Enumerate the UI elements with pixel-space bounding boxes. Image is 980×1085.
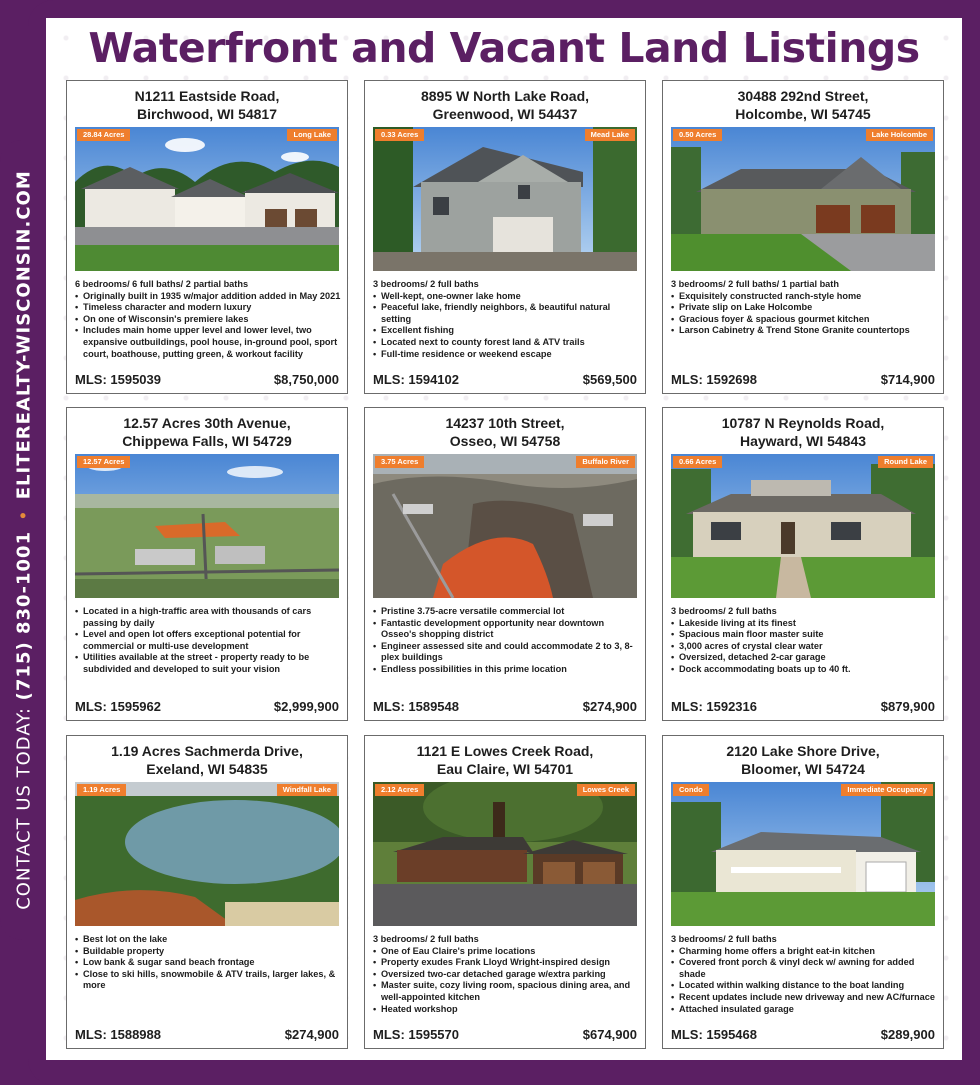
listing-address[interactable] — [663, 414, 943, 450]
feature-bullet: • Exquisitely constructed ranch-style home — [671, 291, 937, 303]
acreage-tag: 0.66 Acres — [673, 456, 722, 468]
address-street: 1121 E Lowes Creek Road, — [416, 743, 594, 759]
acreage-tag: 2.12 Acres — [375, 784, 424, 796]
bed-bath-summary: 3 bedrooms/ 2 full baths — [373, 279, 479, 289]
listing-address[interactable] — [365, 87, 645, 123]
feature-bullet: • Charming home offers a bright eat-in kitchen — [671, 946, 937, 958]
listing-photo[interactable] — [671, 127, 935, 271]
feature-bullet: • Peaceful lake, friendly neighbors, & beautiful natural setting — [373, 302, 639, 325]
mls-number: MLS: 1595468 — [671, 1027, 757, 1042]
listing-price: $879,900 — [880, 699, 935, 714]
listing-card[interactable] — [364, 735, 646, 1049]
address-city: Chippewa Falls, WI 54729 — [122, 433, 292, 449]
acreage-tag: 28.84 Acres — [77, 129, 130, 141]
listing-description — [75, 279, 341, 360]
separator-dot: • — [13, 509, 35, 521]
address-street: 30488 292nd Street, — [737, 88, 869, 104]
location-tag: Round Lake — [878, 456, 933, 468]
mls-number: MLS: 1592698 — [671, 372, 757, 387]
bed-bath-summary: 6 bedrooms/ 6 full baths/ 2 partial baths — [75, 279, 249, 289]
feature-bullet: • Spacious main floor master suite — [671, 629, 937, 641]
feature-bullet: • Pristine 3.75-acre versatile commercial lot — [373, 606, 639, 618]
feature-bullet: • Larson Cabinetry & Trend Stone Granite countertops — [671, 325, 937, 337]
listing-description — [373, 279, 639, 360]
feature-bullet: • 3,000 acres of crystal clear water — [671, 641, 937, 653]
website-link[interactable]: ELITEREALTY-WISCONSIN.COM — [13, 170, 35, 500]
listing-card[interactable] — [66, 407, 348, 721]
listing-price: $674,900 — [582, 1027, 637, 1042]
mls-number: MLS: 1595962 — [75, 699, 161, 714]
listing-description — [671, 934, 937, 1015]
listing-photo[interactable] — [373, 454, 637, 598]
feature-bullet: • Dock accommodating boats up to 40 ft. — [671, 664, 937, 676]
phone-number[interactable]: (715) 830-1001 — [13, 530, 35, 701]
listing-card[interactable] — [662, 407, 944, 721]
listing-photo[interactable] — [75, 454, 339, 598]
feature-bullet: • Property exudes Frank Lloyd Wright-inspired design — [373, 957, 639, 969]
listing-address[interactable] — [67, 87, 347, 123]
listing-card[interactable] — [662, 80, 944, 394]
feature-bullet: • Low bank & sugar sand beach frontage — [75, 957, 341, 969]
listing-price: $2,999,900 — [273, 699, 339, 714]
feature-list — [75, 606, 341, 676]
listing-card[interactable] — [66, 80, 348, 394]
feature-bullet: • Oversized, detached 2-car garage — [671, 652, 937, 664]
mls-number: MLS: 1595570 — [373, 1027, 459, 1042]
feature-bullet: • Level and open lot offers exceptional potential for commercial or multi-use development — [75, 629, 341, 652]
listing-photo[interactable] — [671, 454, 935, 598]
mls-number: MLS: 1594102 — [373, 372, 459, 387]
feature-bullet: • Includes main home upper level and lower level, two expansive outbuildings, pool house, in-ground pool, sport court, boathouse, putting green, & workout facility — [75, 325, 341, 360]
address-city: Birchwood, WI 54817 — [136, 106, 278, 122]
acreage-tag: 0.33 Acres — [375, 129, 424, 141]
feature-bullet: • Excellent fishing — [373, 325, 639, 337]
listing-card[interactable] — [66, 735, 348, 1049]
location-tag: Mead Lake — [585, 129, 635, 141]
location-tag: Long Lake — [287, 129, 337, 141]
contact-sidebar — [14, 170, 35, 910]
bed-bath-summary: 3 bedrooms/ 2 full baths — [671, 934, 777, 944]
location-tag: Lowes Creek — [577, 784, 635, 796]
address-city: Eau Claire, WI 54701 — [436, 761, 574, 777]
acreage-tag: 1.19 Acres — [77, 784, 126, 796]
feature-bullet: • Private slip on Lake Holcombe — [671, 302, 937, 314]
listing-description — [671, 606, 937, 676]
listing-address[interactable] — [67, 742, 347, 778]
feature-list — [671, 618, 937, 676]
listing-description — [75, 934, 341, 992]
listing-photo[interactable] — [671, 782, 935, 926]
feature-list — [373, 606, 639, 676]
mls-number: MLS: 1595039 — [75, 372, 161, 387]
feature-bullet: • Buildable property — [75, 946, 341, 958]
listing-price: $289,900 — [880, 1027, 935, 1042]
feature-bullet: • Gracious foyer & spacious gourmet kitchen — [671, 314, 937, 326]
bed-bath-summary: 3 bedrooms/ 2 full baths — [373, 934, 479, 944]
address-street: 12.57 Acres 30th Avenue, — [123, 415, 291, 431]
listing-address[interactable] — [663, 742, 943, 778]
contact-label: CONTACT US TODAY: — [13, 707, 35, 910]
listing-address[interactable] — [365, 742, 645, 778]
listing-photo[interactable] — [373, 782, 637, 926]
feature-bullet: • Master suite, cozy living room, spacious dining area, and well-appointed kitchen — [373, 980, 639, 1003]
listing-photo[interactable] — [373, 127, 637, 271]
feature-list — [75, 291, 341, 361]
feature-bullet: • Located within walking distance to the boat landing — [671, 980, 937, 992]
feature-bullet: • Close to ski hills, snowmobile & ATV trails, larger lakes, & more — [75, 969, 341, 992]
listing-card[interactable] — [662, 735, 944, 1049]
listing-description — [373, 934, 639, 1015]
listing-photo[interactable] — [75, 782, 339, 926]
acreage-tag: 3.75 Acres — [375, 456, 424, 468]
feature-bullet: • Full-time residence or weekend escape — [373, 349, 639, 361]
address-city: Exeland, WI 54835 — [146, 761, 268, 777]
feature-list — [671, 946, 937, 1016]
page-title: Waterfront and Vacant Land Listings — [88, 24, 920, 72]
acreage-tag: 12.57 Acres — [77, 456, 130, 468]
location-tag: Buffalo River — [576, 456, 635, 468]
address-city: Hayward, WI 54843 — [739, 433, 867, 449]
mls-number: MLS: 1592316 — [671, 699, 757, 714]
listing-description — [373, 606, 639, 676]
feature-list — [671, 291, 937, 337]
mls-number: MLS: 1589548 — [373, 699, 459, 714]
listing-price: $8,750,000 — [273, 372, 339, 387]
feature-bullet: • Recent updates include new driveway and new AC/furnace — [671, 992, 937, 1004]
address-street: 10787 N Reynolds Road, — [721, 415, 885, 431]
feature-bullet: • Utilities available at the street - property ready to be subdivided and developed to suit your vision — [75, 652, 341, 675]
bed-bath-summary: 3 bedrooms/ 2 full baths/ 1 partial bath — [671, 279, 839, 289]
listing-address[interactable] — [663, 87, 943, 123]
feature-bullet: • Well-kept, one-owner lake home — [373, 291, 639, 303]
listing-price: $274,900 — [582, 699, 637, 714]
location-tag: Windfall Lake — [277, 784, 337, 796]
bed-bath-summary: 3 bedrooms/ 2 full baths — [671, 606, 777, 616]
address-street: 14237 10th Street, — [445, 415, 565, 431]
feature-bullet: • Oversized two-car detached garage w/extra parking — [373, 969, 639, 981]
feature-bullet: • Lakeside living at its finest — [671, 618, 937, 630]
feature-bullet: • Originally built in 1935 w/major addition added in May 2021 — [75, 291, 341, 303]
address-street: 1.19 Acres Sachmerda Drive, — [111, 743, 303, 759]
address-city: Greenwood, WI 54437 — [432, 106, 578, 122]
address-street: 8895 W North Lake Road, — [420, 88, 590, 104]
address-city: Osseo, WI 54758 — [449, 433, 561, 449]
feature-bullet: • One of Eau Claire's prime locations — [373, 946, 639, 958]
listing-card[interactable] — [364, 80, 646, 394]
listing-price: $714,900 — [880, 372, 935, 387]
feature-bullet: • Timeless character and modern luxury — [75, 302, 341, 314]
feature-bullet: • Engineer assessed site and could accommodate 2 to 3, 8-plex buildings — [373, 641, 639, 664]
address-street: N1211 Eastside Road, — [134, 88, 280, 104]
acreage-tag: 0.50 Acres — [673, 129, 722, 141]
feature-bullet: • On one of Wisconsin's premiere lakes — [75, 314, 341, 326]
listing-card[interactable] — [364, 407, 646, 721]
listing-price: $274,900 — [284, 1027, 339, 1042]
feature-list — [373, 946, 639, 1016]
feature-bullet: • Attached insulated garage — [671, 1004, 937, 1016]
feature-bullet: • Best lot on the lake — [75, 934, 341, 946]
feature-bullet: • Covered front porch & vinyl deck w/ awning for added shade — [671, 957, 937, 980]
address-city: Holcombe, WI 54745 — [735, 106, 871, 122]
feature-list — [373, 291, 639, 361]
feature-bullet: • Located next to county forest land & ATV trails — [373, 337, 639, 349]
listing-description — [75, 606, 341, 676]
address-street: 2120 Lake Shore Drive, — [726, 743, 880, 759]
feature-bullet: • Endless possibilities in this prime location — [373, 664, 639, 676]
address-city: Bloomer, WI 54724 — [741, 761, 865, 777]
listing-address[interactable] — [67, 414, 347, 450]
feature-list — [75, 934, 341, 992]
feature-bullet: • Fantastic development opportunity near downtown Osseo's shopping district — [373, 618, 639, 641]
listing-address[interactable] — [365, 414, 645, 450]
acreage-tag: Condo — [673, 784, 709, 796]
listing-description — [671, 279, 937, 337]
feature-bullet: • Located in a high-traffic area with thousands of cars passing by daily — [75, 606, 341, 629]
listing-photo[interactable] — [75, 127, 339, 271]
mls-number: MLS: 1588988 — [75, 1027, 161, 1042]
listing-price: $569,500 — [582, 372, 637, 387]
location-tag: Lake Holcombe — [866, 129, 933, 141]
location-tag: Immediate Occupancy — [841, 784, 933, 796]
feature-bullet: • Heated workshop — [373, 1004, 639, 1016]
